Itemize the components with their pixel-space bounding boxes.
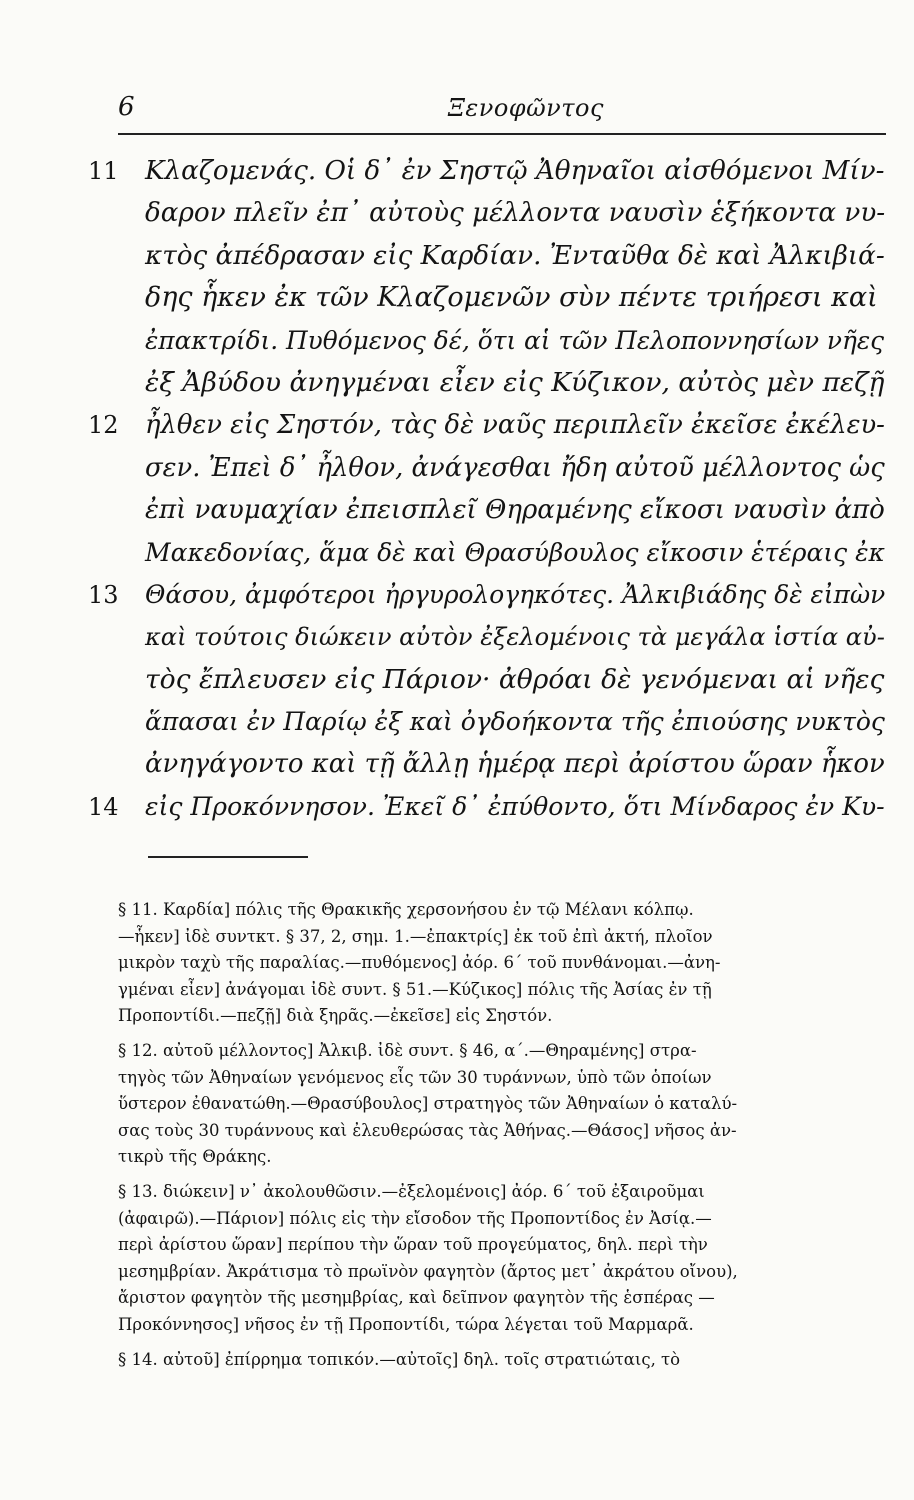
- main-text: [88, 150, 888, 828]
- footnote-line: Προποντίδι.—πεζῇ] διὰ ξηρᾶς.—ἐκεῖσε] εἰς Σηστόν.: [118, 1006, 553, 1026]
- line-text: κτὸς ἀπέδρασαν εἰς Καρδίαν. Ἐνταῦθα δὲ καὶ Ἀλκιβιά-: [145, 240, 885, 271]
- footnote-line: ὕστερον ἐθανατώθη.—Θρασύβουλος] στρατηγὸς τῶν Ἀθηναίων ὁ καταλύ-: [118, 1094, 738, 1114]
- text-line: [88, 659, 888, 701]
- running-title: Ξενοφῶντος: [448, 94, 604, 122]
- section-number: 11: [88, 157, 119, 185]
- line-text: σεν. Ἐπεὶ δ᾽ ἦλθον, ἀνάγεσθαι ἤδη αὐτοῦ μέλλοντος ὡς: [145, 452, 885, 483]
- footnote-line: (ἀφαιρῶ).—Πάριον] πόλις εἰς τὴν εἴσοδον τῆς Προποντίδος ἐν Ἀσίᾳ.—: [118, 1208, 712, 1228]
- text-line: [88, 616, 888, 658]
- line-text: δης ἧκεν ἐκ τῶν Κλαζομενῶν σὺν πέντε τριήρεσι καὶ: [145, 282, 878, 314]
- text-line: [88, 743, 888, 785]
- footnote-line: —ἧκεν] ἰδὲ συντκτ. § 37, 2, σημ. 1.—ἐπακτρίς] ἐκ τοῦ ἐπὶ ἀκτή, πλοῖον: [118, 926, 713, 946]
- line-text: δαρον πλεῖν ἐπ᾽ αὐτοὺς μέλλοντα ναυσὶν ἑξήκοντα νυ-: [145, 198, 886, 229]
- text-line: [88, 786, 888, 828]
- line-text: καὶ τούτοις διώκειν αὐτὸν ἐξελομένοις τὰ μεγάλα ἱστία αὐ-: [145, 623, 885, 652]
- text-line: [88, 701, 888, 743]
- header-rule: [118, 133, 886, 135]
- footnotes: [118, 897, 893, 1373]
- line-text: ἀνηγάγοντο καὶ τῇ ἄλλῃ ἡμέρᾳ περὶ ἀρίστου ὥραν ἧκον: [145, 749, 885, 780]
- footnote-line: τικρὺ τῆς Θράκης.: [118, 1147, 272, 1167]
- section-number: 12: [88, 411, 119, 440]
- footnote-line: § 12. αὐτοῦ μέλλοντος] Ἀλκιβ. ἰδὲ συντ. § 46, α΄.—Θηραμένης] στρα-: [118, 1040, 697, 1060]
- text-line: [88, 574, 888, 616]
- text-line: [88, 192, 888, 234]
- text-line: [88, 532, 888, 574]
- footnote-line: μικρὸν ταχὺ τῆς παραλίας.—πυθόμενος] ἀόρ. 6΄ τοῦ πυνθάνομαι.—ἀνη-: [118, 953, 721, 973]
- footnote-line: § 13. διώκειν] ν᾽ ἀκολουθῶσιν.—ἐξελομένοις] ἀόρ. 6΄ τοῦ ἐξαιροῦμαι: [118, 1181, 705, 1201]
- text-line: [88, 277, 888, 319]
- line-text: ἐξ Ἀβύδου ἀνηγμέναι εἶεν εἰς Κύζικον, αὐτὸς μὲν πεζῇ: [145, 366, 885, 398]
- line-text: Μακεδονίας, ἅμα δὲ καὶ Θρασύβουλος εἴκοσιν ἑτέραις ἐκ: [145, 537, 885, 567]
- line-text: ἐπὶ ναυμαχίαν ἐπεισπλεῖ Θηραμένης εἴκοσι ναυσὶν ἀπὸ: [145, 495, 885, 526]
- text-line: [88, 235, 888, 277]
- section-number: 13: [88, 580, 119, 609]
- text-line: [88, 150, 888, 192]
- footnote-line: § 14. αὐτοῦ] ἐπίρρημα τοπικόν.—αὐτοῖς] δηλ. τοῖς στρατιώταις, τὸ: [118, 1349, 681, 1369]
- line-text: Θάσου, ἀμφότεροι ἠργυρολογηκότες. Ἀλκιβιάδης δὲ εἰπὼν: [145, 579, 886, 609]
- section-number: 14: [88, 792, 119, 821]
- line-text: Κλαζομενάς. Οἱ δ᾽ ἐν Σηστῷ Ἀθηναῖοι αἰσθόμενοι Μίν-: [145, 156, 885, 186]
- page-header: [118, 92, 888, 132]
- line-text: ἐπακτρίδι. Πυθόμενος δέ, ὅτι αἱ τῶν Πελοποννησίων νῆες: [145, 325, 885, 355]
- line-text: τὸς ἔπλευσεν εἰς Πάριον· ἀθρόαι δὲ γενόμεναι αἱ νῆες: [145, 663, 885, 695]
- line-text: εἰς Προκόννησον. Ἐκεῖ δ᾽ ἐπύθοντο, ὅτι Μίνδαρος ἐν Κυ-: [145, 791, 885, 821]
- text-line: [88, 404, 888, 446]
- footnote-line: σας τοὺς 30 τυράννους καὶ ἐλευθερώσας τὰς Ἀθήνας.—Θάσος] νῆσος ἀν-: [118, 1120, 737, 1140]
- footnote-rule: [148, 856, 308, 858]
- line-text: ἅπασαι ἐν Παρίῳ ἐξ καὶ ὀγδοήκοντα τῆς ἐπιούσης νυκτὸς: [145, 707, 885, 737]
- footnote-line: γμέναι εἶεν] ἀνάγομαι ἰδὲ συντ. § 51.—Κύζικος] πόλις τῆς Ἀσίας ἐν τῇ: [118, 979, 712, 999]
- footnote-line: ἄριστον φαγητὸν τῆς μεσημβρίας, καὶ δεῖπνον φαγητὸν τῆς ἑσπέρας —: [118, 1288, 715, 1308]
- line-text: ἦλθεν εἰς Σηστόν, τὰς δὲ ναῦς περιπλεῖν ἐκεῖσε ἐκέλευ-: [145, 410, 885, 441]
- footnote-line: τηγὸς τῶν Ἀθηναίων γενόμενος εἷς τῶν 30 τυράννων, ὑπὸ τῶν ὁποίων: [118, 1067, 712, 1087]
- footnote-line: Προκόννησος] νῆσος ἐν τῇ Προποντίδι, τώρα λέγεται τοῦ Μαρμαρᾶ.: [118, 1314, 694, 1334]
- footnote-line: § 11. Καρδία] πόλις τῆς Θρακικῆς χερσονήσου ἐν τῷ Μέλανι κόλπῳ.: [118, 900, 694, 919]
- text-line: [88, 362, 888, 404]
- footnote-line: περὶ ἀρίστου ὥραν] περίπου τὴν ὥραν τοῦ προγεύματος, δηλ. περὶ τὴν: [118, 1235, 708, 1255]
- text-line: [88, 320, 888, 362]
- page-number: 6: [118, 92, 135, 122]
- text-line: [88, 489, 888, 531]
- text-line: [88, 447, 888, 489]
- footnote-line: μεσημβρίαν. Ἀκράτισμα τὸ πρωϊνὸν φαγητὸν (ἄρτος μετ᾽ ἀκράτου οἴνου),: [118, 1261, 738, 1281]
